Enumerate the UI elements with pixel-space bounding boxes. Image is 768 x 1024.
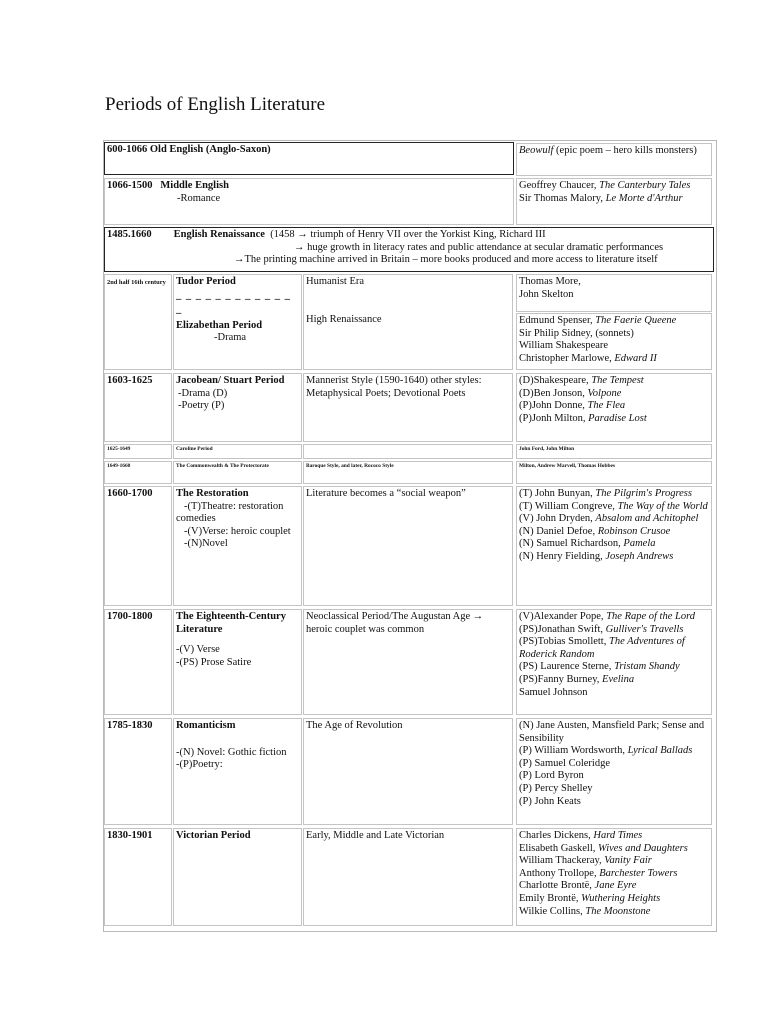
victorian-works: Charles Dickens, Hard Times Elisabeth Gaskell, Wives and Daughters William Thackeray, Vanity Fair Anthony Trollope, Barchester Towers Charlotte Brontë, Jane Eyre Emily Brontë, Wuthering Heights Wilkie Collins, The Moonstone [516, 828, 712, 926]
tudor-authors: Thomas More, John Skelton [516, 274, 712, 312]
romanticism-works: (N) Jane Austen, Mansfield Park; Sense and Sensibility (P) William Wordsworth, Lyrical Ballads (P) Samuel Coleridge (P) Lord Byron (P) Percy Shelley (P) John Keats [516, 718, 712, 825]
victorian-name-cell: Victorian Period [173, 828, 302, 926]
eighteenth-works: (V)Alexander Pope, The Rape of the Lord (PS)Jonathan Swift, Gulliver's Travells (PS)Tobias Smollett, The Adventures of Roderick Random (PS) Laurence Sterne, Tristam Shandy (PS)Fanny Burney, Evelina Samuel Johnson [516, 609, 712, 715]
commonwealth-name: The Commonwealth & The Protectorate [173, 461, 302, 484]
middle-english-period: 1066-1500 Middle English -Romance [104, 178, 514, 225]
eighteenth-date: 1700-1800 [104, 609, 172, 715]
caroline-name: Caroline Period [173, 444, 302, 459]
middle-english-works: Geoffrey Chaucer, The Canterbury Tales Sir Thomas Malory, Le Morte d'Arthur [516, 178, 712, 225]
page-title: Periods of English Literature [105, 94, 326, 115]
commonwealth-date: 1649-1660 [104, 461, 172, 484]
caroline-style [303, 444, 513, 459]
romanticism-style: The Age of Revolution [303, 718, 513, 825]
old-english-period: 600-1066 Old English (Anglo-Saxon) [104, 142, 514, 175]
romanticism-date: 1785-1830 [104, 718, 172, 825]
tudor-style-cell: Humanist Era High Renaissance [303, 274, 513, 370]
literature-periods-table [103, 140, 717, 932]
restoration-works: (T) John Bunyan, The Pilgrim's Progress (T) William Congreve, The Way of the World (V) John Dryden, Absalom and Achitophel (N) Daniel Defoe, Robinson Crusoe (N) Samuel Richardson, Pamela (N) Henry Fielding, Joseph Andrews [516, 486, 712, 606]
old-english-works: Beowulf (epic poem – hero kills monsters) [516, 143, 712, 176]
restoration-style: Literature becomes a “social weapon” [303, 486, 513, 606]
romanticism-name-cell: Romanticism -(N) Novel: Gothic fiction -(P)Poetry: [173, 718, 302, 825]
jacobean-style: Mannerist Style (1590-1640) other styles: Metaphysical Poets; Devotional Poets [303, 373, 513, 442]
eighteenth-name-cell: The Eighteenth-Century Literature -(V) Verse -(PS) Prose Satire [173, 609, 302, 715]
commonwealth-style: Baroque Style, and later, Rococo Style [303, 461, 513, 484]
victorian-style: Early, Middle and Late Victorian [303, 828, 513, 926]
jacobean-works: (D)Shakespeare, The Tempest (D)Ben Jonson, Volpone (P)John Donne, The Flea (P)Jonh Milton, Paradise Lost [516, 373, 712, 442]
elizabethan-works: Edmund Spenser, The Faerie Queene Sir Philip Sidney, (sonnets) William Shakespeare Christopher Marlowe, Edward II [516, 313, 712, 370]
eighteenth-style: Neoclassical Period/The Augustan Age → heroic couplet was common [303, 609, 513, 715]
restoration-name-cell: The Restoration -(T)Theatre: restoration comedies -(V)Verse: heroic couplet -(N)Novel [173, 486, 302, 606]
victorian-date: 1830-1901 [104, 828, 172, 926]
caroline-date: 1625-1649 [104, 444, 172, 459]
jacobean-name-cell: Jacobean/ Stuart Period -Drama (D) -Poetry (P) [173, 373, 302, 442]
tudor-date: 2nd half 16th century [104, 274, 172, 370]
tudor-name-cell: Tudor Period _ _ _ _ _ _ _ _ _ _ _ _ _ Elizabethan Period -Drama [173, 274, 302, 370]
restoration-date: 1660-1700 [104, 486, 172, 606]
renaissance-row: 1485.1660 English Renaissance (1458 → triumph of Henry VII over the Yorkist King, Richard III → huge growth in literacy rates and public attendance at secular dramatic performances →The printing machine arrived in Britain – more books produced and more access to literature itself [104, 227, 714, 272]
caroline-authors: John Ford, John Milton [516, 444, 712, 459]
commonwealth-authors: Milton, Andrew Marvell, Thomas Hobbes [516, 461, 712, 484]
jacobean-date: 1603-1625 [104, 373, 172, 442]
